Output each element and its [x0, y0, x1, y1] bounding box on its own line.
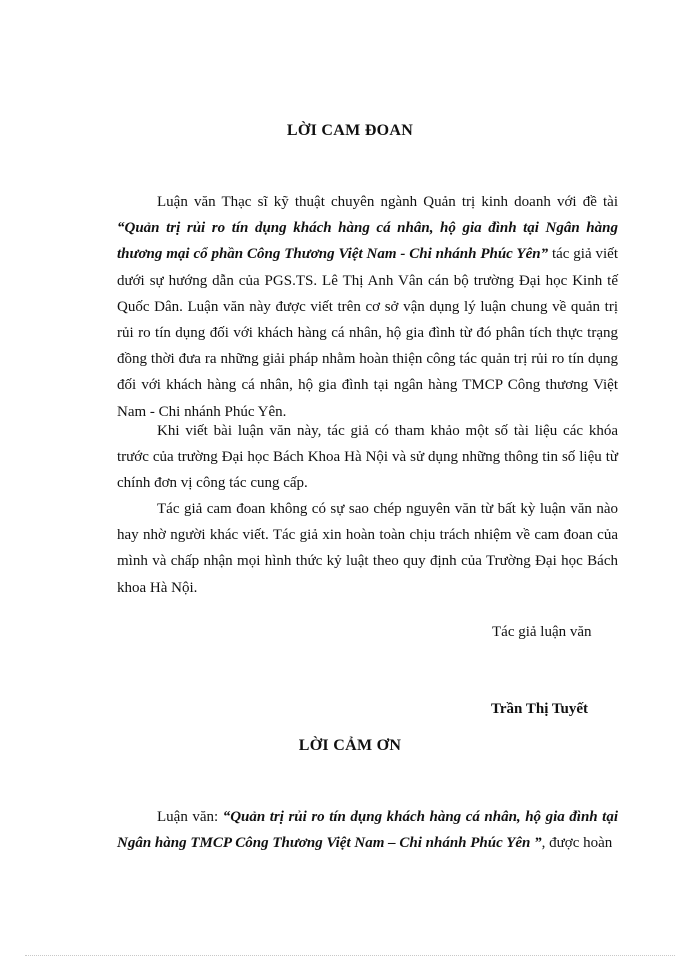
declaration-title: LỜI CAM ĐOAN	[286, 122, 414, 139]
acknowledgement-title: LỜI CẢM ƠN	[298, 737, 402, 754]
paragraph-lead-text: Luận văn Thạc sĩ kỹ thuật chuyên ngành Quản trị kinh doanh với đề tài	[157, 194, 618, 210]
signature-role: Tác giả luận văn	[492, 624, 592, 640]
thesis-title-text: “Quản trị rủi ro tín dụng khách hàng cá nhân, hộ gia đình tại Ngân hàng TMCP Công Thương Việt Nam – Chi nhánh Phúc Yên ”	[117, 809, 618, 852]
declaration-paragraph-2: Khi viết bài luận văn này, tác giả có tham khảo một số tài liệu các khóa trước của trường Đại học Bách Khoa Hà Nội và sử dụng những thông tin số liệu từ chính đơn vị công tác cung cấp.	[117, 423, 618, 492]
paragraph-body-text: tác giả viết dưới sự hướng dẫn của PGS.TS. Lê Thị Anh Vân cán bộ trường Đại học Kinh tế Quốc Dân. Luận văn này được viết trên cơ sở vận dụng lý luận chung về quản trị rủi ro tín dụng đối với khách hàng cá nhân, hộ gia đình từ đó phân tích thực trạng đồng thời đưa ra những giải pháp nhằm hoàn thiện công tác quản trị rủi ro tín dụng đối với khách hàng cá nhân, hộ gia đình tại ngân hàng TMCP Công thương Việt Nam - Chi nhánh Phúc Yên.	[117, 246, 618, 420]
paragraph-body-text: , được hoàn	[541, 835, 613, 852]
declaration-paragraph-3: Tác giả cam đoan không có sự sao chép nguyên văn từ bất kỳ luận văn nào hay nhờ người khác viết. Tác giả xin hoàn toàn chịu trách nhiệm về cam đoan của mình và chấp nhận mọi hình thức kỷ luật theo quy định của Trường Đại học Bách khoa Hà Nội.	[117, 501, 618, 596]
paragraph-lead-text: Luận văn:	[157, 809, 223, 825]
acknowledgement-paragraph	[117, 804, 618, 856]
page-bottom-divider	[25, 955, 675, 956]
declaration-paragraph-1	[117, 189, 618, 425]
signature-name: Trần Thị Tuyết	[491, 701, 588, 717]
thesis-title-text: “Quản trị rủi ro tín dụng khách hàng cá nhân, hộ gia đình tại Ngân hàng thương mại cổ phần Công Thương Việt Nam - Chi nhánh Phúc Yên”	[117, 220, 618, 263]
